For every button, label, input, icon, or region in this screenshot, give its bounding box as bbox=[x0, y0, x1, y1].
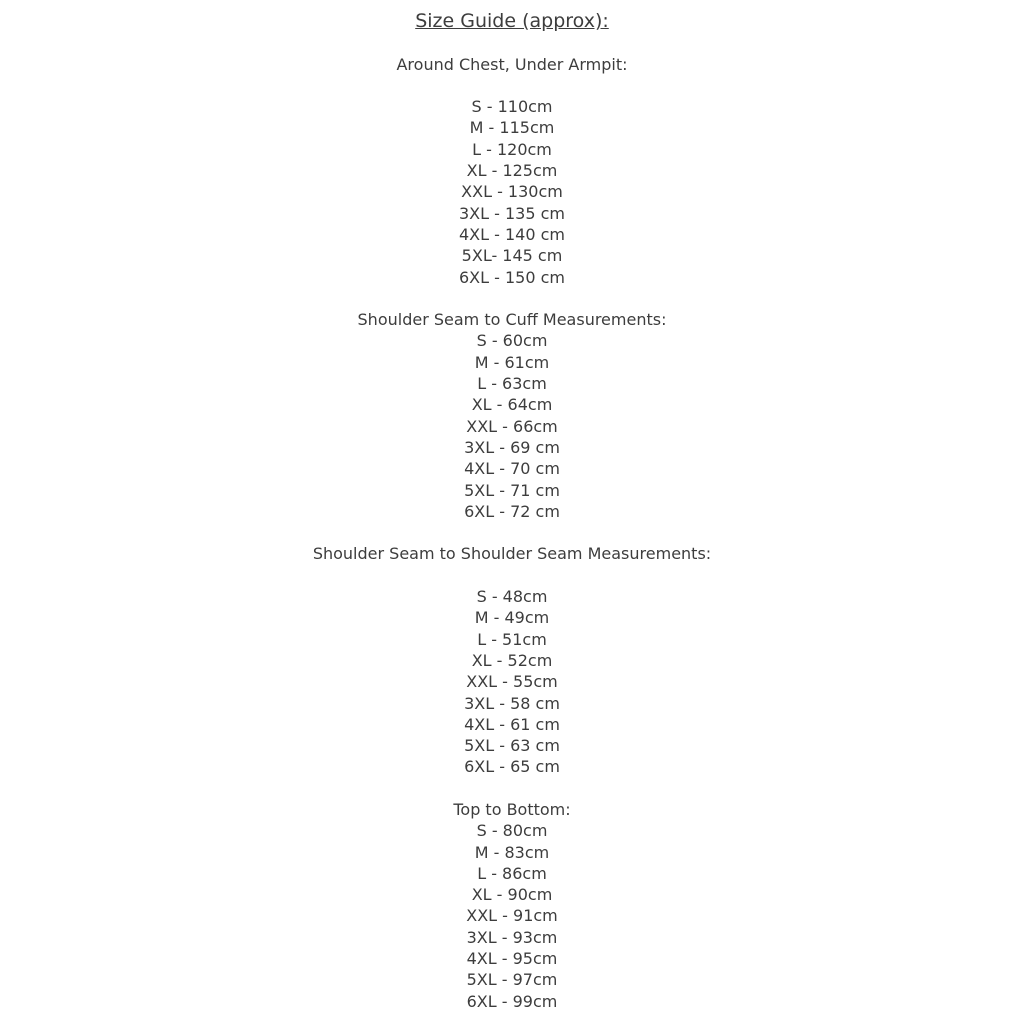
section-cuff bbox=[0, 309, 1024, 522]
size-row: S - 48cm bbox=[476, 587, 548, 607]
size-row: 4XL - 95cm bbox=[466, 949, 558, 969]
size-row: 3XL - 135 cm bbox=[458, 203, 565, 223]
size-row: M - 61cm bbox=[474, 352, 550, 372]
section-heading: Shoulder Seam to Shoulder Seam Measurements: bbox=[312, 544, 712, 564]
section-shoulder bbox=[0, 543, 1024, 777]
section-length bbox=[0, 799, 1024, 1012]
page-title: Size Guide (approx): bbox=[415, 10, 609, 32]
size-row: XXL - 66cm bbox=[466, 416, 558, 436]
size-row: S - 60cm bbox=[476, 331, 548, 351]
size-row: 5XL - 97cm bbox=[466, 970, 558, 990]
size-row: XL - 64cm bbox=[471, 395, 553, 415]
size-row: 3XL - 69 cm bbox=[464, 437, 560, 457]
size-row: 3XL - 93cm bbox=[466, 927, 558, 947]
size-row: XXL - 55cm bbox=[466, 672, 558, 692]
size-row: 5XL - 63 cm bbox=[464, 736, 560, 756]
size-row: 4XL - 61 cm bbox=[464, 714, 560, 734]
size-row: XL - 90cm bbox=[471, 885, 553, 905]
size-row: 6XL - 150 cm bbox=[458, 267, 565, 287]
size-row: L - 63cm bbox=[477, 374, 547, 394]
section-chest bbox=[0, 54, 1024, 288]
size-row: XL - 52cm bbox=[471, 650, 553, 670]
size-row: 4XL - 140 cm bbox=[458, 224, 565, 244]
size-row: XL - 125cm bbox=[466, 161, 558, 181]
section-heading: Top to Bottom: bbox=[453, 799, 571, 819]
size-row: 5XL- 145 cm bbox=[461, 246, 563, 266]
size-row: S - 110cm bbox=[471, 97, 553, 117]
size-row: 3XL - 58 cm bbox=[464, 693, 560, 713]
size-row: L - 120cm bbox=[472, 139, 552, 159]
size-row: M - 49cm bbox=[474, 608, 550, 628]
size-row: L - 86cm bbox=[477, 863, 547, 883]
size-row: 6XL - 72 cm bbox=[464, 501, 560, 521]
size-row: 5XL - 71 cm bbox=[464, 480, 560, 500]
size-row: 6XL - 99cm bbox=[466, 991, 558, 1011]
size-row: 6XL - 65 cm bbox=[464, 757, 560, 777]
section-heading: Around Chest, Under Armpit: bbox=[396, 54, 628, 74]
size-row: XXL - 91cm bbox=[466, 906, 558, 926]
size-row: L - 51cm bbox=[477, 629, 547, 649]
size-row: M - 83cm bbox=[474, 842, 550, 862]
size-row: S - 80cm bbox=[476, 821, 548, 841]
size-row: 4XL - 70 cm bbox=[464, 459, 560, 479]
size-row: XXL - 130cm bbox=[461, 182, 563, 202]
section-heading: Shoulder Seam to Cuff Measurements: bbox=[357, 310, 667, 330]
size-row: M - 115cm bbox=[469, 118, 555, 138]
